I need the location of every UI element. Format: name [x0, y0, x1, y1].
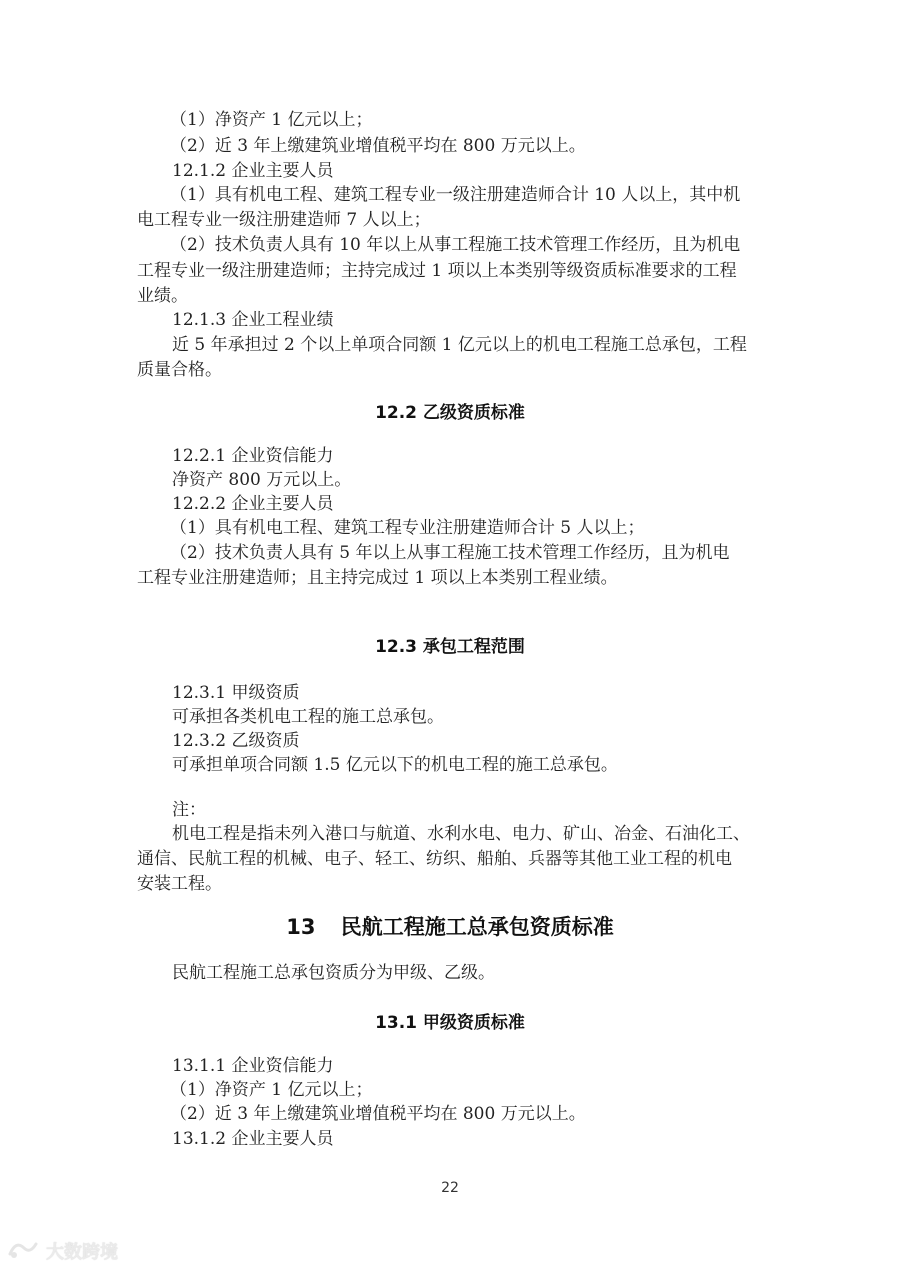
- note-label: 注：: [172, 800, 206, 820]
- text-line: 机电工程是指未列入港口与航道、水利水电、电力、矿山、冶金、石油化工、: [172, 824, 750, 844]
- section-heading: 13.1 甲级资质标准: [375, 1013, 525, 1033]
- text-line: （2）近 3 年上缴建筑业增值税平均在 800 万元以上。: [170, 1104, 586, 1124]
- subsection-heading: 12.3.2 乙级资质: [172, 731, 300, 751]
- text-line: 可承担各类机电工程的施工总承包。: [172, 707, 444, 727]
- subsection-heading: 12.3.1 甲级资质: [172, 683, 300, 703]
- text-line: （1）净资产 1 亿元以上；: [170, 1080, 373, 1100]
- text-line: 质量合格。: [137, 360, 222, 380]
- text-line: 民航工程施工总承包资质分为甲级、乙级。: [172, 963, 495, 983]
- brand-logo-icon: [6, 1238, 40, 1264]
- page-number: 22: [441, 1180, 459, 1196]
- text-line: 工程专业注册建造师；且主持完成过 1 项以上本类别工程业绩。: [137, 568, 618, 588]
- subsection-heading: 13.1.1 企业资信能力: [172, 1056, 334, 1076]
- chapter-heading: 13 民航工程施工总承包资质标准: [286, 915, 614, 939]
- text-line: （2）近 3 年上缴建筑业增值税平均在 800 万元以上。: [170, 136, 586, 156]
- text-line: 电工程专业一级注册建造师 7 人以上；: [137, 210, 431, 230]
- text-line: （1）具有机电工程、建筑工程专业注册建造师合计 5 人以上；: [170, 518, 645, 538]
- subsection-heading: 12.2.1 企业资信能力: [172, 446, 334, 466]
- text-line: 可承担单项合同额 1.5 亿元以下的机电工程的施工总承包。: [172, 755, 618, 775]
- text-line: （2）技术负责人具有 5 年以上从事工程施工技术管理工作经历，且为机电: [170, 543, 730, 563]
- text-line: 业绩。: [137, 286, 188, 306]
- section-heading: 12.2 乙级资质标准: [375, 403, 525, 423]
- text-line: （1）净资产 1 亿元以上；: [170, 110, 373, 130]
- text-line: 安装工程。: [137, 874, 222, 894]
- subsection-heading: 12.1.2 企业主要人员: [172, 161, 334, 181]
- text-line: 工程专业一级注册建造师；主持完成过 1 项以上本类别等级资质标准要求的工程: [137, 261, 737, 281]
- subsection-heading: 13.1.2 企业主要人员: [172, 1129, 334, 1149]
- section-heading: 12.3 承包工程范围: [375, 637, 525, 657]
- text-line: 近 5 年承担过 2 个以上单项合同额 1 亿元以上的机电工程施工总承包，工程: [172, 335, 747, 355]
- text-line: （1）具有机电工程、建筑工程专业一级注册建造师合计 10 人以上，其中机: [170, 185, 741, 205]
- watermark-text: 大数跨境: [46, 1242, 118, 1263]
- subsection-heading: 12.2.2 企业主要人员: [172, 494, 334, 514]
- text-line: 通信、民航工程的机械、电子、轻工、纺织、船舶、兵器等其他工业工程的机电: [137, 849, 732, 869]
- watermark: [6, 1238, 118, 1264]
- text-line: 净资产 800 万元以上。: [172, 470, 352, 490]
- subsection-heading: 12.1.3 企业工程业绩: [172, 310, 334, 330]
- text-line: （2）技术负责人具有 10 年以上从事工程施工技术管理工作经历，且为机电: [170, 235, 741, 255]
